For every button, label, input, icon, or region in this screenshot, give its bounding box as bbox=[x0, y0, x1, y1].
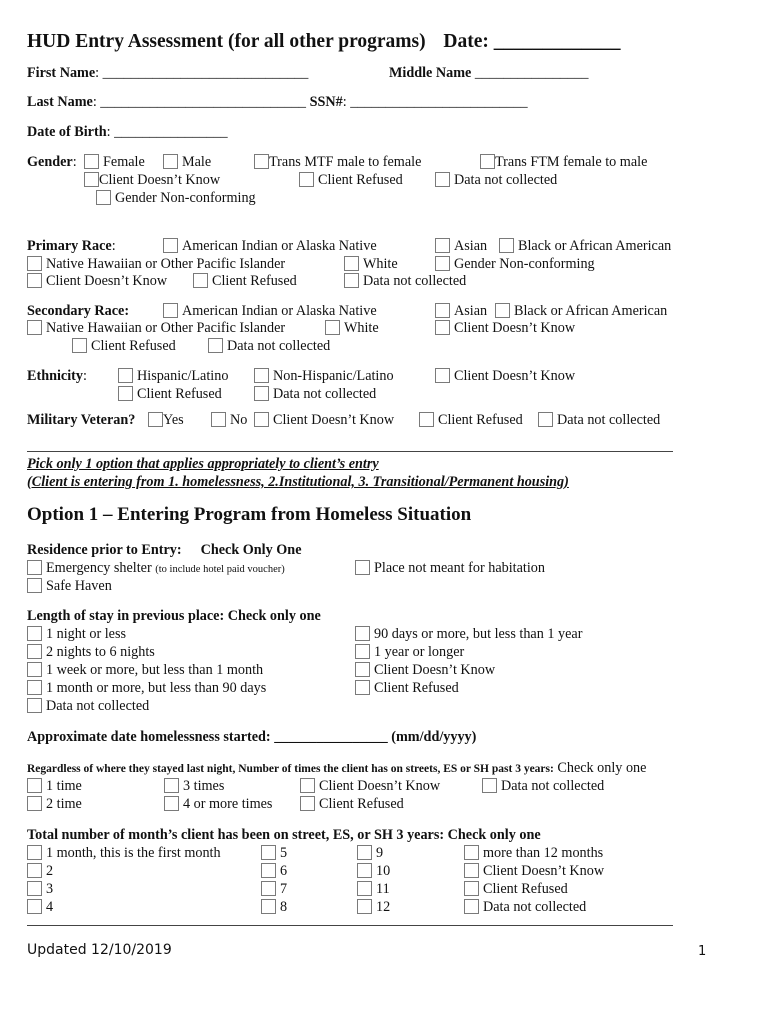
ethnicity-option[interactable] bbox=[254, 368, 394, 385]
times-refused-checkbox[interactable] bbox=[300, 796, 315, 811]
race-option[interactable] bbox=[435, 303, 487, 320]
race-option[interactable] bbox=[208, 338, 330, 355]
months-label: Total number of month’s client has been on street, ES, or SH 3 years: Check only one bbox=[27, 827, 541, 843]
race-option-label: Black or African American bbox=[514, 303, 668, 319]
race-option[interactable] bbox=[27, 320, 285, 337]
ethnicity-option[interactable] bbox=[118, 368, 228, 385]
months-1-checkbox[interactable] bbox=[27, 845, 42, 860]
secondary-race-label: Secondary Race: bbox=[27, 303, 130, 319]
primary-race-white-checkbox[interactable] bbox=[344, 256, 359, 271]
ethnicity-option-label: Non-Hispanic/Latino bbox=[273, 368, 394, 384]
months-option-label: 7 bbox=[280, 881, 288, 897]
race-option[interactable] bbox=[163, 303, 377, 320]
gender-male-checkbox[interactable] bbox=[163, 154, 178, 169]
months-doesnt-know-checkbox[interactable] bbox=[464, 863, 479, 878]
residence-not-habitation-checkbox[interactable] bbox=[355, 560, 370, 575]
residence-check-only: Check Only One bbox=[200, 542, 302, 558]
primary-race-black-checkbox[interactable] bbox=[499, 238, 514, 253]
months-option-label: Client Refused bbox=[483, 881, 568, 897]
months-option-label: 1 month, this is the first month bbox=[46, 845, 221, 861]
months-2-checkbox[interactable] bbox=[27, 863, 42, 878]
length-1-month-checkbox[interactable] bbox=[27, 680, 42, 695]
months-option[interactable] bbox=[357, 863, 390, 880]
gender-option-label: Female bbox=[103, 154, 145, 170]
race-option[interactable] bbox=[163, 238, 377, 255]
months-not-collected-checkbox[interactable] bbox=[464, 899, 479, 914]
race-option-label: Data not collected bbox=[227, 338, 331, 354]
middle-name-field[interactable]: ________________ bbox=[471, 65, 589, 81]
ethnicity-refused-checkbox[interactable] bbox=[118, 386, 133, 401]
length-refused-checkbox[interactable] bbox=[355, 680, 370, 695]
length-option-label: Client Refused bbox=[374, 680, 459, 696]
length-option[interactable] bbox=[27, 662, 263, 679]
times-option-label: 1 time bbox=[46, 778, 82, 794]
race-option[interactable] bbox=[495, 303, 667, 320]
times-option[interactable] bbox=[300, 796, 404, 813]
veteran-refused-checkbox[interactable] bbox=[419, 412, 434, 427]
times-doesnt-know-checkbox[interactable] bbox=[300, 778, 315, 793]
months-4-checkbox[interactable] bbox=[27, 899, 42, 914]
gender-option[interactable] bbox=[84, 154, 145, 171]
primary-race-colon: : bbox=[111, 238, 116, 254]
months-option[interactable] bbox=[464, 899, 586, 916]
months-option[interactable] bbox=[464, 845, 603, 862]
form-title: HUD Entry Assessment (for all other programs) bbox=[27, 31, 426, 52]
ethnicity-option[interactable] bbox=[435, 368, 575, 385]
race-option-label: Client Doesn’t Know bbox=[454, 320, 576, 336]
race-option[interactable] bbox=[435, 238, 487, 255]
dob-field[interactable]: : ________________ bbox=[106, 124, 228, 140]
race-option[interactable] bbox=[499, 238, 671, 255]
secondary-race-pacific-islander-checkbox[interactable] bbox=[27, 320, 42, 335]
months-option[interactable] bbox=[27, 899, 53, 916]
gender-option-label: Trans FTM female to male bbox=[495, 154, 648, 170]
times-label: Regardless of where they stayed last night, Number of times the client has on streets, ES or SH past 3 years: bbox=[27, 763, 554, 775]
residence-option[interactable] bbox=[355, 560, 545, 577]
race-option[interactable] bbox=[72, 338, 176, 355]
veteran-label: Military Veteran? bbox=[27, 412, 136, 428]
secondary-race-refused-checkbox[interactable] bbox=[72, 338, 87, 353]
ethnicity-not-collected-checkbox[interactable] bbox=[254, 386, 269, 401]
veteran-option[interactable] bbox=[148, 412, 184, 429]
race-option[interactable] bbox=[325, 320, 379, 337]
times-1-checkbox[interactable] bbox=[27, 778, 42, 793]
first-name-label: First Name bbox=[27, 65, 96, 81]
first-name-field[interactable]: : _____________________________ bbox=[95, 65, 309, 81]
months-option-label: 10 bbox=[376, 863, 391, 879]
months-5-checkbox[interactable] bbox=[261, 845, 276, 860]
residence-emergency-shelter-checkbox[interactable] bbox=[27, 560, 42, 575]
times-option-label: Data not collected bbox=[501, 778, 605, 794]
length-option-label: Client Doesn’t Know bbox=[374, 662, 496, 678]
race-option-label: Gender Non-conforming bbox=[454, 256, 595, 272]
gender-option-label: Data not collected bbox=[454, 172, 558, 188]
length-option[interactable] bbox=[27, 680, 266, 697]
page-number: 1 bbox=[698, 944, 707, 959]
veteran-option[interactable] bbox=[254, 412, 394, 429]
ethnicity-option-label: Hispanic/Latino bbox=[137, 368, 229, 384]
secondary-race-asian-checkbox[interactable] bbox=[435, 303, 450, 318]
months-option-label: Client Doesn’t Know bbox=[483, 863, 605, 879]
length-option[interactable] bbox=[355, 662, 495, 679]
months-option[interactable] bbox=[464, 881, 568, 898]
ethnicity-option-label: Data not collected bbox=[273, 386, 377, 402]
months-option-label: 8 bbox=[280, 899, 288, 915]
ethnicity-label: Ethnicity bbox=[27, 368, 83, 384]
section-divider bbox=[27, 451, 673, 452]
times-check-only: Check only one bbox=[553, 760, 647, 776]
gender-ftm-checkbox[interactable] bbox=[480, 154, 495, 169]
veteran-option[interactable] bbox=[538, 412, 660, 429]
race-option[interactable] bbox=[344, 256, 398, 273]
length-option-label: 1 year or longer bbox=[374, 644, 465, 660]
times-option[interactable] bbox=[27, 778, 82, 795]
gender-mtf-checkbox[interactable] bbox=[254, 154, 269, 169]
length-not-collected-checkbox[interactable] bbox=[27, 698, 42, 713]
race-option[interactable] bbox=[435, 256, 595, 273]
race-option-label: Client Refused bbox=[212, 273, 297, 289]
months-refused-checkbox[interactable] bbox=[464, 881, 479, 896]
veteran-no-checkbox[interactable] bbox=[211, 412, 226, 427]
months-3-checkbox[interactable] bbox=[27, 881, 42, 896]
veteran-not-collected-checkbox[interactable] bbox=[538, 412, 553, 427]
secondary-race-doesnt-know-checkbox[interactable] bbox=[435, 320, 450, 335]
race-option[interactable] bbox=[27, 256, 285, 273]
primary-race-label: Primary Race bbox=[27, 238, 112, 254]
months-option[interactable] bbox=[464, 863, 604, 880]
footer-divider bbox=[27, 925, 673, 926]
months-option[interactable] bbox=[27, 881, 53, 898]
times-label-row bbox=[27, 760, 646, 778]
times-2-checkbox[interactable] bbox=[27, 796, 42, 811]
race-option-label: White bbox=[344, 320, 379, 336]
length-option-label: 1 month or more, but less than 90 days bbox=[46, 680, 267, 696]
ethnicity-option[interactable] bbox=[254, 386, 376, 403]
race-option-label: Asian bbox=[454, 303, 488, 319]
gender-colon: : bbox=[72, 154, 77, 170]
gender-option-label: Client Refused bbox=[318, 172, 403, 188]
months-option[interactable] bbox=[357, 845, 383, 862]
primary-race-asian-checkbox[interactable] bbox=[435, 238, 450, 253]
gender-option[interactable] bbox=[480, 154, 647, 171]
primary-race-pacific-islander-checkbox[interactable] bbox=[27, 256, 42, 271]
months-10-checkbox[interactable] bbox=[357, 863, 372, 878]
primary-race-nonconforming-checkbox[interactable] bbox=[435, 256, 450, 271]
length-option[interactable] bbox=[27, 626, 126, 643]
residence-option-label: Safe Haven bbox=[46, 578, 112, 594]
residence-label-row bbox=[27, 542, 302, 559]
times-not-collected-checkbox[interactable] bbox=[482, 778, 497, 793]
race-option-label: Asian bbox=[454, 238, 488, 254]
months-option-label: more than 12 months bbox=[483, 845, 604, 861]
primary-race-refused-checkbox[interactable] bbox=[193, 273, 208, 288]
race-option[interactable] bbox=[27, 273, 167, 290]
race-option-label: White bbox=[363, 256, 398, 272]
months-option-label: 9 bbox=[376, 845, 384, 861]
gender-option-label: Client Doesn’t Know bbox=[99, 172, 221, 188]
times-option-label: 2 time bbox=[46, 796, 82, 812]
race-option-label: American Indian or Alaska Native bbox=[182, 303, 377, 319]
months-option[interactable] bbox=[357, 899, 390, 916]
last-name-label: Last Name bbox=[27, 94, 93, 110]
times-option-label: Client Refused bbox=[319, 796, 404, 812]
times-option[interactable] bbox=[164, 778, 224, 795]
instructions-line-2: (Client is entering from 1. homelessness, 2.Institutional, 3. Transitional/Permanent housing) bbox=[27, 474, 569, 490]
dob-row bbox=[27, 124, 228, 141]
race-option[interactable] bbox=[435, 320, 575, 337]
ssn-field[interactable]: : _________________________ bbox=[342, 94, 528, 110]
ethnicity-option-label: Client Doesn’t Know bbox=[454, 368, 576, 384]
ethnicity-doesnt-know-checkbox[interactable] bbox=[435, 368, 450, 383]
veteran-option-label: No bbox=[230, 412, 248, 428]
middle-name-label: Middle Name bbox=[389, 65, 472, 81]
gender-option[interactable] bbox=[96, 190, 256, 207]
gender-option[interactable] bbox=[435, 172, 557, 189]
race-option[interactable] bbox=[193, 273, 297, 290]
months-option[interactable] bbox=[261, 899, 287, 916]
times-option[interactable] bbox=[300, 778, 440, 795]
residence-option[interactable] bbox=[27, 560, 285, 578]
length-option-label: Data not collected bbox=[46, 698, 150, 714]
months-option-label: 11 bbox=[376, 881, 390, 897]
ethnicity-option-label: Client Refused bbox=[137, 386, 222, 402]
length-2-6-nights-checkbox[interactable] bbox=[27, 644, 42, 659]
length-option[interactable] bbox=[355, 626, 582, 643]
months-9-checkbox[interactable] bbox=[357, 845, 372, 860]
dob-label: Date of Birth bbox=[27, 124, 107, 140]
secondary-race-american-indian-checkbox[interactable] bbox=[163, 303, 178, 318]
instructions-line-1: Pick only 1 option that applies appropriately to client’s entry bbox=[27, 456, 379, 472]
page-title bbox=[27, 30, 621, 54]
gender-option[interactable] bbox=[163, 154, 211, 171]
race-option-label: Native Hawaiian or Other Pacific Islander bbox=[46, 256, 286, 272]
months-option[interactable] bbox=[27, 863, 53, 880]
times-option-label: Client Doesn’t Know bbox=[319, 778, 441, 794]
primary-race-doesnt-know-checkbox[interactable] bbox=[27, 273, 42, 288]
times-option[interactable] bbox=[27, 796, 82, 813]
gender-refused-checkbox[interactable] bbox=[299, 172, 314, 187]
middle-name-row bbox=[389, 65, 588, 82]
length-label: Length of stay in previous place: Check only one bbox=[27, 608, 321, 624]
gender-option-label: Trans MTF male to female bbox=[269, 154, 422, 170]
length-option[interactable] bbox=[27, 644, 155, 661]
times-option[interactable] bbox=[482, 778, 604, 795]
length-option-label: 90 days or more, but less than 1 year bbox=[374, 626, 583, 642]
length-doesnt-know-checkbox[interactable] bbox=[355, 662, 370, 677]
months-option[interactable] bbox=[357, 881, 390, 898]
veteran-option[interactable] bbox=[419, 412, 523, 429]
length-90-days-checkbox[interactable] bbox=[355, 626, 370, 641]
ethnicity-label-row bbox=[27, 368, 87, 385]
veteran-doesnt-know-checkbox[interactable] bbox=[254, 412, 269, 427]
months-option-label: 6 bbox=[280, 863, 288, 879]
race-option-label: Client Doesn’t Know bbox=[46, 273, 168, 289]
months-6-checkbox[interactable] bbox=[261, 863, 276, 878]
length-option-label: 2 nights to 6 nights bbox=[46, 644, 155, 660]
months-8-checkbox[interactable] bbox=[261, 899, 276, 914]
footer-updated: Updated 12/10/2019 bbox=[27, 942, 172, 958]
gender-option-label: Male bbox=[182, 154, 212, 170]
months-option-label: 5 bbox=[280, 845, 288, 861]
gender-label: Gender bbox=[27, 154, 73, 170]
secondary-race-not-collected-checkbox[interactable] bbox=[208, 338, 223, 353]
primary-race-not-collected-checkbox[interactable] bbox=[344, 273, 359, 288]
length-1-year-checkbox[interactable] bbox=[355, 644, 370, 659]
length-1-week-checkbox[interactable] bbox=[27, 662, 42, 677]
residence-option-label: Place not meant for habitation bbox=[374, 560, 545, 576]
residence-option[interactable] bbox=[27, 578, 112, 595]
gender-nonconforming-checkbox[interactable] bbox=[96, 190, 111, 205]
residence-option-label: Emergency shelter bbox=[46, 560, 152, 576]
residence-label: Residence prior to Entry: bbox=[27, 542, 182, 558]
months-option[interactable] bbox=[261, 863, 287, 880]
times-4-plus-checkbox[interactable] bbox=[164, 796, 179, 811]
first-name-row bbox=[27, 65, 308, 82]
primary-race-label-row bbox=[27, 238, 116, 255]
times-option[interactable] bbox=[164, 796, 272, 813]
gender-female-checkbox[interactable] bbox=[84, 154, 99, 169]
times-option-label: 4 or more times bbox=[183, 796, 273, 812]
length-option[interactable] bbox=[355, 680, 459, 697]
months-option-label: 4 bbox=[46, 899, 54, 915]
months-option-label: 12 bbox=[376, 899, 391, 915]
last-name-row bbox=[27, 94, 528, 111]
ethnicity-non-hispanic-checkbox[interactable] bbox=[254, 368, 269, 383]
length-option-label: 1 week or more, but less than 1 month bbox=[46, 662, 264, 678]
gender-option[interactable] bbox=[299, 172, 403, 189]
times-option-label: 3 times bbox=[183, 778, 225, 794]
gender-doesnt-know-checkbox[interactable] bbox=[84, 172, 99, 187]
length-option[interactable] bbox=[355, 644, 464, 661]
months-option[interactable] bbox=[27, 845, 221, 862]
gender-option[interactable] bbox=[84, 172, 220, 189]
months-more-than-12-checkbox[interactable] bbox=[464, 845, 479, 860]
race-option-label: Data not collected bbox=[363, 273, 467, 289]
option1-heading: Option 1 – Entering Program from Homeless Situation bbox=[27, 504, 472, 525]
veteran-option-label: Data not collected bbox=[557, 412, 661, 428]
veteran-yes-checkbox[interactable] bbox=[148, 412, 163, 427]
last-name-field[interactable]: : _____________________________ bbox=[92, 94, 307, 110]
race-option[interactable] bbox=[344, 273, 466, 290]
race-option-label: Client Refused bbox=[91, 338, 176, 354]
ethnicity-colon: : bbox=[82, 368, 87, 384]
residence-note: (to include hotel paid voucher) bbox=[155, 564, 285, 575]
months-12-checkbox[interactable] bbox=[357, 899, 372, 914]
months-11-checkbox[interactable] bbox=[357, 881, 372, 896]
secondary-race-black-checkbox[interactable] bbox=[495, 303, 510, 318]
gender-option[interactable] bbox=[254, 154, 421, 171]
secondary-race-white-checkbox[interactable] bbox=[325, 320, 340, 335]
veteran-option-label: Client Doesn’t Know bbox=[273, 412, 395, 428]
length-option[interactable] bbox=[27, 698, 149, 715]
race-option-label: Native Hawaiian or Other Pacific Islander bbox=[46, 320, 286, 336]
months-option-label: 2 bbox=[46, 863, 54, 879]
primary-race-american-indian-checkbox[interactable] bbox=[163, 238, 178, 253]
gender-not-collected-checkbox[interactable] bbox=[435, 172, 450, 187]
months-option-label: Data not collected bbox=[483, 899, 587, 915]
veteran-option-label: Client Refused bbox=[438, 412, 523, 428]
race-option-label: American Indian or Alaska Native bbox=[182, 238, 377, 254]
length-option-label: 1 night or less bbox=[46, 626, 126, 642]
veteran-option[interactable] bbox=[211, 412, 247, 429]
date-field-label[interactable]: Date: _____________ bbox=[443, 31, 621, 52]
months-option[interactable] bbox=[261, 881, 287, 898]
approx-date-field[interactable]: Approximate date homelessness started: ________________ (mm/dd/yyyy) bbox=[27, 729, 477, 745]
ethnicity-hispanic-checkbox[interactable] bbox=[118, 368, 133, 383]
gender-option-label: Gender Non-conforming bbox=[115, 190, 256, 206]
times-3-checkbox[interactable] bbox=[164, 778, 179, 793]
veteran-option-label: Yes bbox=[163, 412, 184, 428]
gender-label-row bbox=[27, 154, 77, 171]
months-7-checkbox[interactable] bbox=[261, 881, 276, 896]
residence-safe-haven-checkbox[interactable] bbox=[27, 578, 42, 593]
race-option-label: Black or African American bbox=[518, 238, 672, 254]
months-option-label: 3 bbox=[46, 881, 54, 897]
months-option[interactable] bbox=[261, 845, 287, 862]
ethnicity-option[interactable] bbox=[118, 386, 222, 403]
ssn-label: SSN# bbox=[306, 94, 343, 110]
length-1-night-checkbox[interactable] bbox=[27, 626, 42, 641]
